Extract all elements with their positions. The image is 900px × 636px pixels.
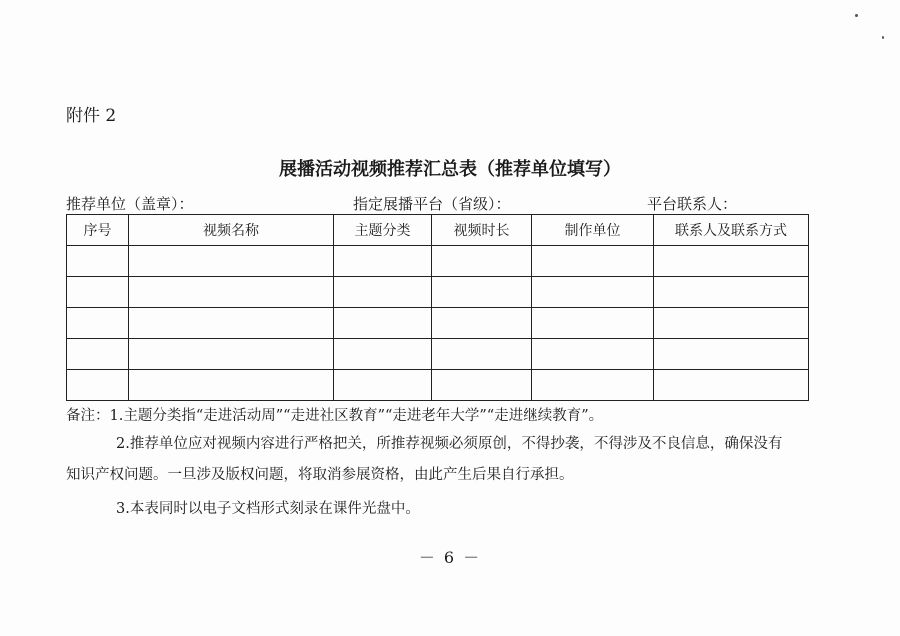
table-cell: [654, 339, 809, 370]
form-title: 展播活动视频推荐汇总表（推荐单位填写）: [279, 159, 621, 180]
note-1: 备注：1.主题分类指“走进活动周”“走进社区教育”“走进老年大学”“走进继续教育”。: [66, 408, 604, 424]
table-cell: [334, 308, 432, 339]
page-number: － 6 －: [418, 548, 482, 567]
table-cell: [432, 308, 532, 339]
table-row: [67, 339, 809, 370]
table-cell: [67, 308, 129, 339]
table-cell: [532, 277, 654, 308]
table-cell: [432, 246, 532, 277]
header-video-name: 视频名称: [129, 215, 334, 246]
table-cell: [432, 370, 532, 401]
table-cell: [654, 370, 809, 401]
table-cell: [334, 339, 432, 370]
table-cell: [654, 308, 809, 339]
table-cell: [67, 277, 129, 308]
table-cell: [129, 370, 334, 401]
table-cell: [67, 246, 129, 277]
table-cell: [129, 277, 334, 308]
table-cell: [654, 246, 809, 277]
note-2-line-1: 2.推荐单位应对视频内容进行严格把关，所推荐视频必须原创，不得抄袭，不得涉及不良信息，确保没有: [116, 436, 783, 452]
header-duration: 视频时长: [432, 215, 532, 246]
attachment-label: 附件 2: [66, 106, 117, 126]
header-producer: 制作单位: [532, 215, 654, 246]
header-theme: 主题分类: [334, 215, 432, 246]
header-serial: 序号: [67, 215, 129, 246]
platform-label: 指定展播平台（省级）：: [353, 195, 511, 213]
table-cell: [432, 277, 532, 308]
table-cell: [67, 339, 129, 370]
table-cell: [334, 246, 432, 277]
table-cell: [334, 277, 432, 308]
note-3: 3.本表同时以电子文档形式刻录在课件光盘中。: [116, 501, 420, 517]
table-cell: [532, 339, 654, 370]
table-cell: [129, 246, 334, 277]
recommending-unit-label: 推荐单位（盖章）：: [66, 195, 194, 213]
table-cell: [532, 246, 654, 277]
table-row: [67, 308, 809, 339]
table-cell: [67, 370, 129, 401]
table-header-row: [67, 215, 809, 246]
table-row: [67, 277, 809, 308]
scan-speck: [882, 36, 884, 39]
header-contact: 联系人及联系方式: [654, 215, 809, 246]
table-cell: [129, 308, 334, 339]
table-row: [67, 246, 809, 277]
table-cell: [532, 308, 654, 339]
scan-speck: [855, 14, 858, 17]
contact-label: 平台联系人：: [647, 195, 738, 213]
table-cell: [654, 277, 809, 308]
table-cell: [129, 339, 334, 370]
table-cell: [432, 339, 532, 370]
table-cell: [334, 370, 432, 401]
note-2-line-2: 知识产权问题。一旦涉及版权问题，将取消参展资格，由此产生后果自行承担。: [66, 467, 574, 483]
table-row: [67, 370, 809, 401]
table-cell: [532, 370, 654, 401]
summary-table: [66, 214, 809, 401]
